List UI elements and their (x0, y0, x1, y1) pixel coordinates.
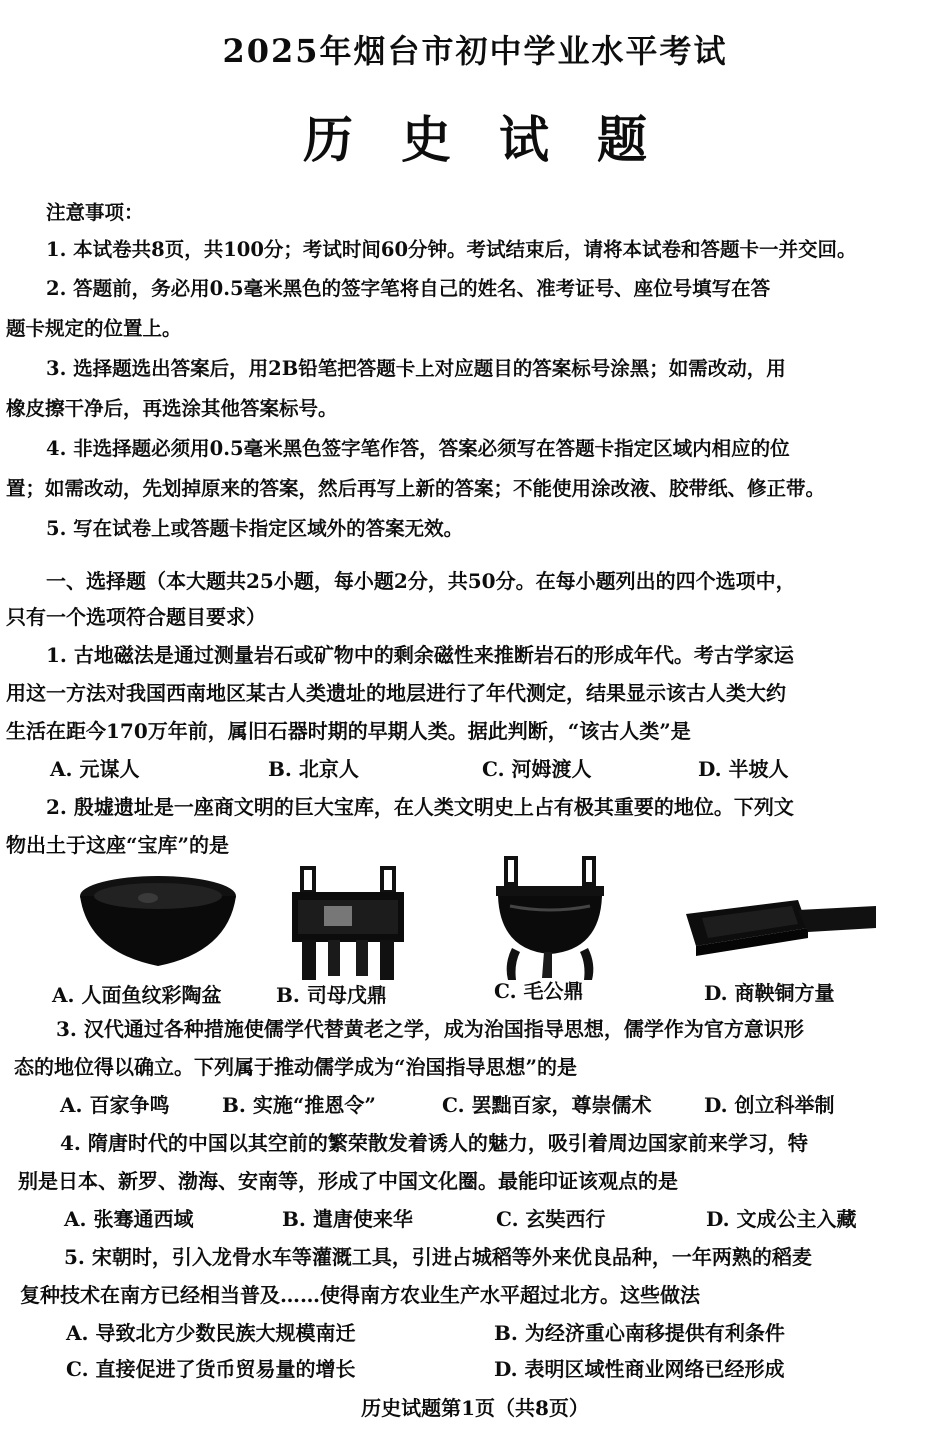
notice-heading: 注意事项： (46, 201, 144, 224)
notice-line: 橡皮擦干净后，再选涂其他答案标号。 (6, 397, 338, 420)
option-d[interactable]: D. 表明区域性商业网络已经形成 (494, 1357, 785, 1381)
option-d[interactable]: D. 创立科举制 (704, 1093, 835, 1117)
option-c[interactable]: C. 罢黜百家，尊崇儒术 (442, 1093, 652, 1117)
option-a[interactable]: A. 导致北方少数民族大规模南迁 (66, 1321, 356, 1345)
option-b[interactable]: B. 遣唐使来华 (282, 1207, 413, 1231)
question-stem-line: 3. 汉代通过各种措施使儒学代替黄老之学，成为治国指导思想，儒学作为官方意识形 (56, 1017, 804, 1041)
notice-line: 2. 答题前，务必用0.5毫米黑色的签字笔将自己的姓名、准考证号、座位号填写在答 (46, 277, 771, 300)
notice-line: 置；如需改动，先划掉原来的答案，然后再写上新的答案；不能使用涂改液、胶带纸、修正带。 (6, 477, 826, 500)
question-stem-line: 物出土于这座“宝库”的是 (6, 833, 230, 857)
page-footer: 历史试题第1页（共8页） (361, 1396, 589, 1420)
notice-line: 题卡规定的位置上。 (6, 317, 182, 340)
maogong-ding-image (490, 856, 610, 982)
question-stem-line: 5. 宋朝时，引入龙骨水车等灌溉工具，引进占城稻等外来优良品种，一年两熟的稻麦 (64, 1245, 812, 1269)
simuwu-ding-image (288, 864, 408, 980)
section-title-cont: 只有一个选项符合题目要求） (6, 605, 266, 629)
option-b[interactable]: B. 实施“推恩令” (222, 1093, 376, 1117)
option-c[interactable]: C. 毛公鼎 (494, 979, 584, 1003)
question-stem-line: 用这一方法对我国西南地区某古人类遗址的地层进行了年代测定，结果显示该古人类大约 (6, 681, 786, 705)
notice-line: 5. 写在试卷上或答题卡指定区域外的答案无效。 (46, 517, 464, 540)
option-a[interactable]: A. 人面鱼纹彩陶盆 (52, 983, 222, 1007)
question-stem-line: 别是日本、新罗、渤海、安南等，形成了中国文化圈。最能印证该观点的是 (18, 1169, 678, 1193)
exam-title: 2025年烟台市初中学业水平考试 (222, 32, 728, 70)
question-stem-line: 态的地位得以确立。下列属于推动儒学成为“治国指导思想”的是 (14, 1055, 578, 1079)
notice-line: 1. 本试卷共8页，共100分；考试时间60分钟。考试结束后，请将本试卷和答题卡一并交回。 (46, 238, 857, 261)
question-stem-line: 2. 殷墟遗址是一座商文明的巨大宝库，在人类文明史上占有极其重要的地位。下列文 (46, 795, 794, 819)
notice-line: 4. 非选择题必须用0.5毫米黑色签字笔作答，答案必须写在答题卡指定区域内相应的位 (46, 437, 790, 460)
section-title: 一、选择题（本大题共25小题，每小题2分，共50分。在每小题列出的四个选项中， (46, 569, 796, 593)
option-c[interactable]: C. 直接促进了货币贸易量的增长 (66, 1357, 356, 1381)
option-d[interactable]: D. 文成公主入藏 (706, 1207, 857, 1231)
option-a[interactable]: A. 百家争鸣 (60, 1093, 170, 1117)
option-c[interactable]: C. 河姆渡人 (482, 757, 592, 781)
option-a[interactable]: A. 元谋人 (50, 757, 140, 781)
question-stem-line: 4. 隋唐时代的中国以其空前的繁荣散发着诱人的魅力，吸引着周边国家前来学习，特 (60, 1131, 808, 1155)
option-c[interactable]: C. 玄奘西行 (496, 1207, 606, 1231)
option-d[interactable]: D. 商鞅铜方量 (704, 981, 835, 1005)
option-b[interactable]: B. 司母戊鼎 (276, 983, 387, 1007)
option-d[interactable]: D. 半坡人 (698, 757, 789, 781)
question-stem-line: 复种技术在南方已经相当普及……使得南方农业生产水平超过北方。这些做法 (20, 1283, 700, 1307)
shangyang-measure-image (680, 894, 880, 958)
pottery-basin-image (78, 872, 238, 968)
option-b[interactable]: B. 北京人 (268, 757, 359, 781)
question-stem-line: 1. 古地磁法是通过测量岩石或矿物中的剩余磁性来推断岩石的形成年代。考古学家运 (46, 643, 794, 667)
question-stem-line: 生活在距今170万年前，属旧石器时期的早期人类。据此判断，“该古人类”是 (6, 719, 691, 743)
subject-title: 历史试题 (303, 110, 695, 169)
option-b[interactable]: B. 为经济重心南移提供有利条件 (494, 1321, 785, 1345)
notice-line: 3. 选择题选出答案后，用2B铅笔把答题卡上对应题目的答案标号涂黑；如需改动，用 (46, 357, 786, 380)
option-a[interactable]: A. 张骞通西域 (64, 1207, 194, 1231)
